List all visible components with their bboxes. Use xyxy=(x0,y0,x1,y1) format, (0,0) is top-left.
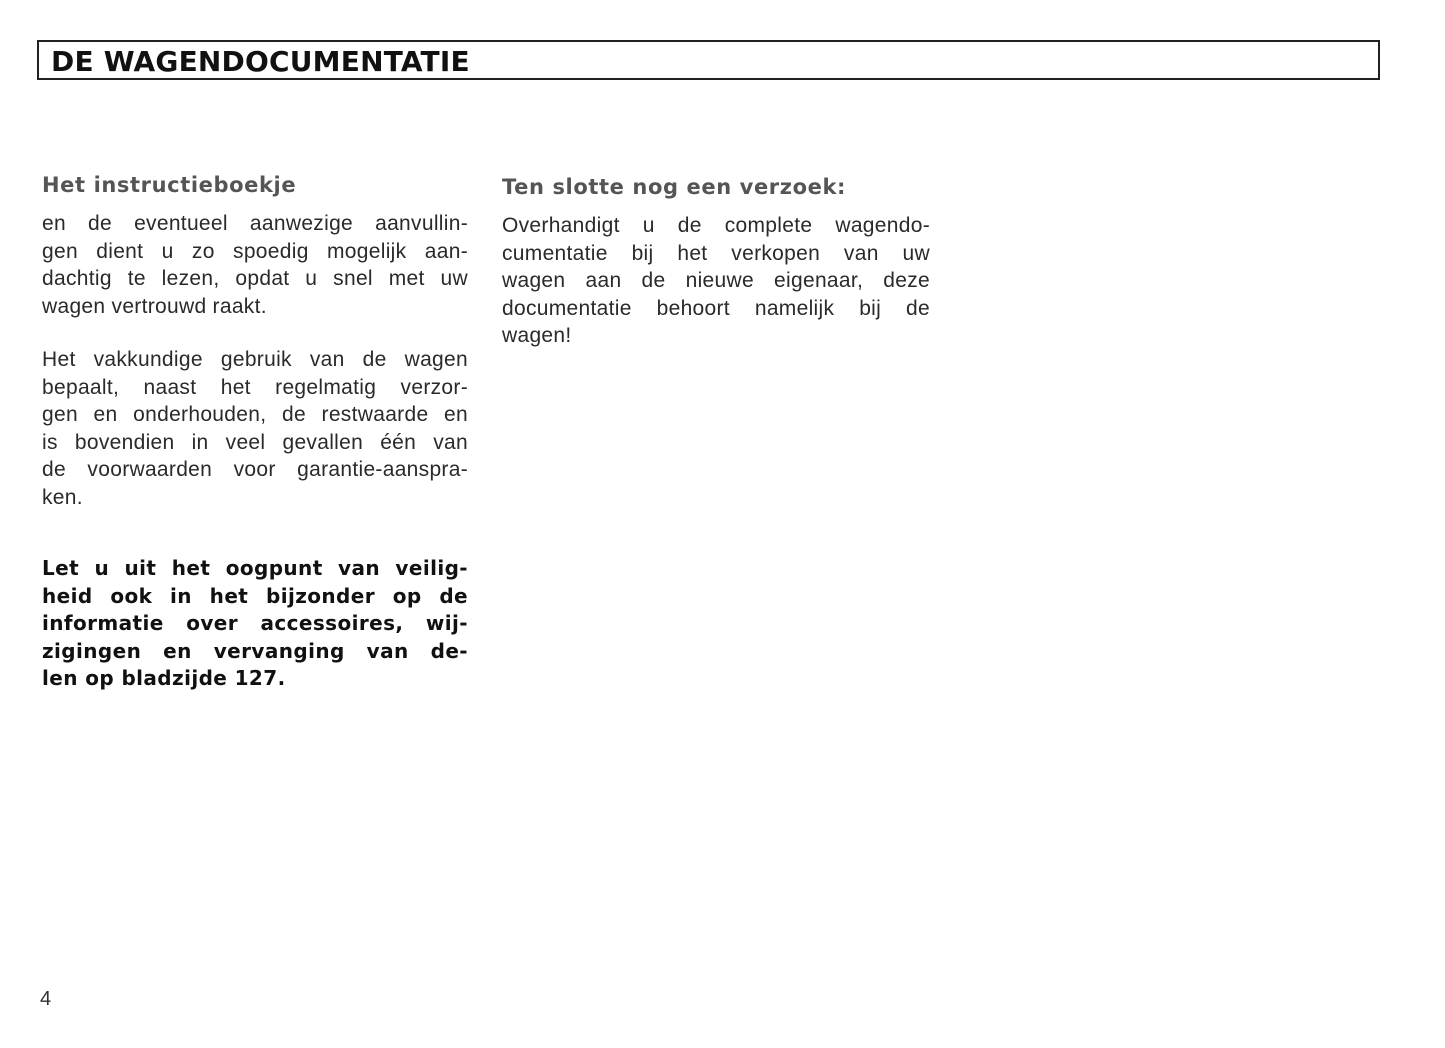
paragraph-request xyxy=(502,212,930,350)
heading-verzoek: Ten slotte nog een verzoek: xyxy=(502,175,847,199)
right-column xyxy=(500,170,930,350)
text-line: wagen aan de nieuwe eigenaar, deze xyxy=(502,269,930,292)
safety-note xyxy=(42,555,468,693)
text-line: wagen vertrouwd raakt. xyxy=(42,294,267,318)
text-line: informatie over accessoires, wij- xyxy=(42,611,468,635)
text-line: cumentatie bij het verkopen van uw xyxy=(502,241,930,265)
text-line: de voorwaarden voor garantie-aanspra- xyxy=(42,458,468,481)
paragraph-usage xyxy=(42,346,468,511)
text-line: is bovendien in veel gevallen één van xyxy=(42,430,468,454)
text-line: Het vakkundige gebruik van de wagen xyxy=(42,348,468,371)
text-line: en de eventueel aanwezige aanvullin- xyxy=(42,212,468,235)
text-line: Let u uit het oogpunt van veilig- xyxy=(42,556,468,580)
text-line: len op bladzijde 127. xyxy=(42,666,286,690)
text-line: ken. xyxy=(42,485,83,509)
text-line: dachtig te lezen, opdat u snel met uw xyxy=(42,267,468,290)
text-line: Overhandigt u de complete wagendo- xyxy=(502,214,930,237)
left-column xyxy=(40,170,468,693)
page-title: DE WAGENDOCUMENTATIE xyxy=(51,45,470,78)
section-header xyxy=(37,40,1380,80)
text-line: zigingen en vervanging van de- xyxy=(42,638,468,663)
page-number: 4 xyxy=(40,988,52,1010)
text-line: wagen! xyxy=(502,324,572,347)
text-line: gen dient u zo spoedig mogelijk aan- xyxy=(42,239,468,263)
text-line: gen en onderhouden, de restwaarde en xyxy=(42,403,468,426)
text-line: bepaalt, naast het regelmatig verzor- xyxy=(42,375,468,399)
text-line: heid ook in het bijzonder op de xyxy=(42,583,468,608)
text-line: documentatie behoort namelijk bij de xyxy=(502,296,930,320)
heading-instructieboekje: Het instructieboekje xyxy=(42,173,297,197)
paragraph-intro xyxy=(42,210,468,320)
